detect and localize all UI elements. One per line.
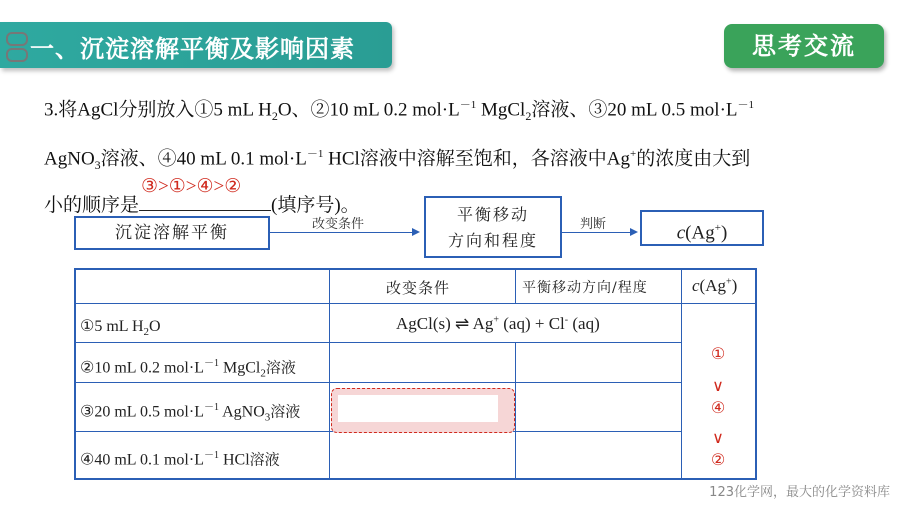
order-item-3: ② bbox=[710, 450, 726, 469]
order-gt-1: ∨ bbox=[712, 376, 724, 395]
header-concentration: c(Ag+) bbox=[692, 276, 738, 295]
table-row-3-label: ③20 mL 0.5 $mol\cdot L^{-1}$ AgNO$_3$溶液 bbox=[80, 402, 301, 424]
flow-arrow-2 bbox=[562, 232, 636, 233]
order-gt-2: ∨ bbox=[712, 428, 724, 447]
binder-ring-icon bbox=[6, 48, 28, 62]
section-title-bar bbox=[0, 22, 392, 68]
equilibrium-equation: AgCl(s) ⇌ Ag+ (aq) + Cl- (aq) bbox=[396, 314, 600, 333]
flow-label-change: 改变条件 bbox=[312, 217, 365, 232]
header-shift: 平衡移动方向/程度 bbox=[522, 280, 648, 296]
question-text: 3.将AgCl分别放入①5 mL $H_2O$、②10 mL 0.2 $mol\cdot L^{-1}$ MgCl$_2$溶液、③20 mL 0.5 $mol\cdot L^{-1}$ AgNO$_3$溶液、④40 mL 0.1 $mol\cdot L^{-1}$ HCl溶液中溶解至饱和，各溶液中Ag+的浓度由大到 小的顺序是 ③>①>④>② (填序号)。 bbox=[44, 99, 755, 217]
flow-arrow-1 bbox=[270, 232, 418, 233]
highlighted-cell bbox=[331, 388, 515, 433]
flow-box-concentration: c(Ag+) bbox=[640, 210, 764, 246]
answer-text: ③>①>④>② bbox=[141, 176, 242, 198]
header-condition: 改变条件 bbox=[386, 279, 451, 297]
order-item-1: ① bbox=[710, 344, 726, 363]
order-item-2: ④ bbox=[710, 398, 726, 417]
table-row-1-label: ①5 mL $H_2O$ bbox=[80, 318, 161, 339]
table-row-2-label: ②10 mL 0.2 $mol\cdot L^{-1}$ MgCl$_2$溶液 bbox=[80, 358, 296, 380]
table-row-4-label: ④40 mL 0.1 $mol\cdot L^{-1}$ HCl溶液 bbox=[80, 450, 280, 469]
answer-blank bbox=[139, 176, 271, 211]
section-title: 一、沉淀溶解平衡及影响因素 bbox=[30, 35, 355, 63]
binder-ring-icon bbox=[6, 32, 28, 46]
flow-label-judge: 判断 bbox=[580, 217, 607, 232]
highlighted-cell-blank bbox=[338, 395, 498, 422]
flow-box-equilibrium: 沉淀溶解平衡 bbox=[74, 216, 270, 250]
footer-watermark: 123化学网，最大的化学资料库 bbox=[709, 485, 890, 500]
flow-box-shift: 平衡移动 方向和程度 bbox=[424, 196, 562, 258]
think-discuss-badge: 思考交流 bbox=[724, 24, 884, 68]
